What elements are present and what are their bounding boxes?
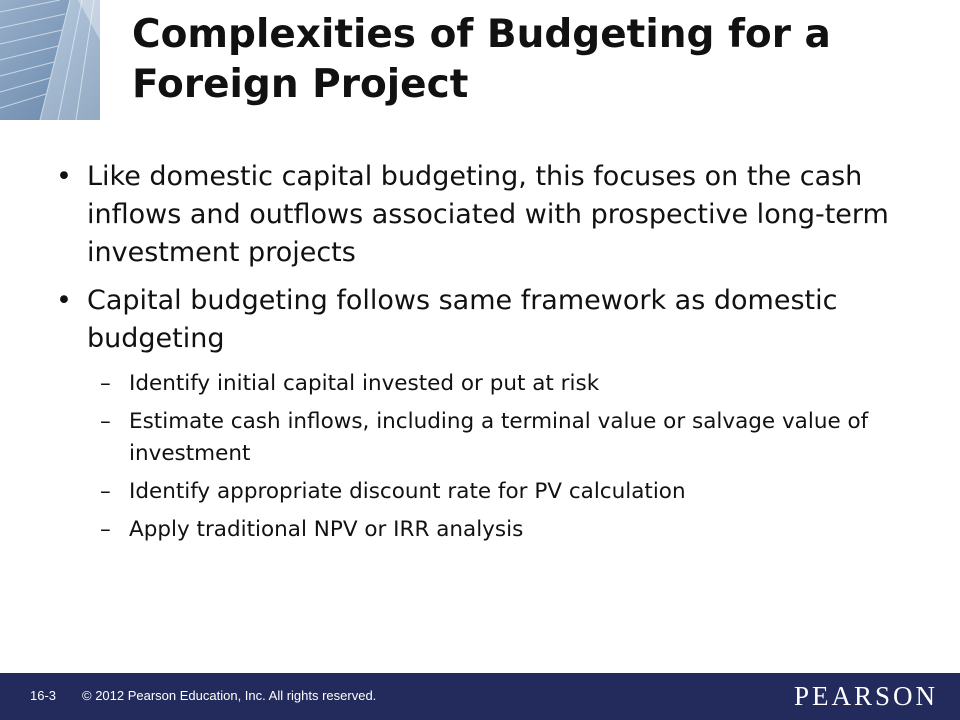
sub-bullet-marker: – [100,479,111,504]
page-number: 16-3 [30,688,57,703]
bullet-list [56,158,916,552]
bullet-item [56,282,916,358]
sub-bullet-text: Apply traditional NPV or IRR analysis [129,517,524,542]
sub-bullet-marker: – [100,517,111,542]
bullet-item [56,158,916,272]
building-graphic [0,0,100,120]
slide-title: Complexities of Budgeting for a Foreign Project [132,12,831,107]
sub-bullet-item [56,368,916,400]
sub-bullet-marker: – [100,409,111,434]
bullet-marker: • [56,161,72,192]
pearson-logo: PEARSON [793,681,938,711]
bullet-marker: • [56,285,72,316]
sub-bullet-item [56,476,916,508]
sub-bullet-text: Estimate cash inflows, including a terminal value or salvage value of investment [129,409,869,466]
sub-bullet-text: Identify appropriate discount rate for PV calculation [129,479,686,504]
sub-bullet-item [56,514,916,546]
sub-bullet-item [56,406,916,470]
sub-bullet-marker: – [100,371,111,396]
bullet-text: Like domestic capital budgeting, this focuses on the cash inflows and outflows associated with prospective long-term investment projects [87,161,889,268]
sub-bullet-text: Identify initial capital invested or put at risk [129,371,600,396]
copyright-notice: © 2012 Pearson Education, Inc. All rights reserved. [82,688,377,703]
building-image [0,0,100,120]
bullet-text: Capital budgeting follows same framework as domestic budgeting [87,285,838,354]
sub-bullet-list [56,368,916,546]
footer-bar [0,673,960,720]
